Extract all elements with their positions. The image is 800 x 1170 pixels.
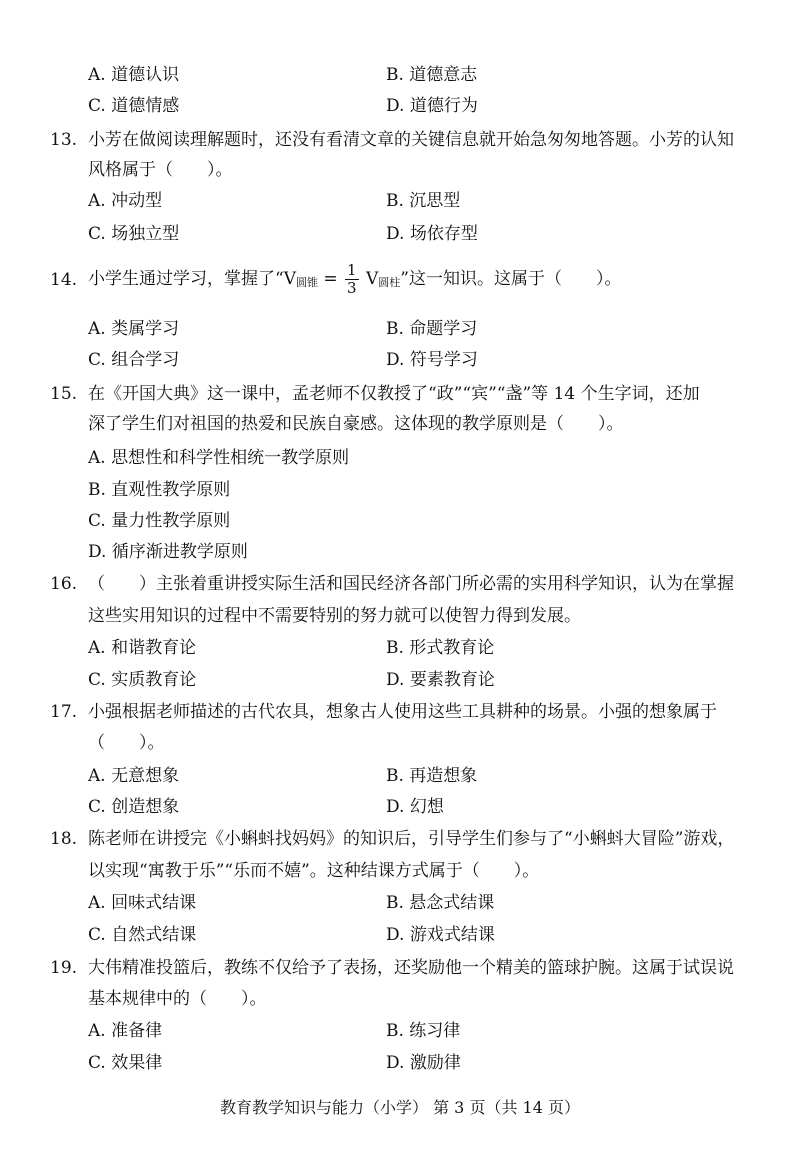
- q15-option-d: D. 循序渐进教学原则: [88, 542, 248, 562]
- q12-option-d: D. 道德行为: [386, 96, 478, 116]
- q18-option-d: D. 游戏式结课: [386, 925, 495, 945]
- q19-option-d: D. 激励律: [386, 1053, 461, 1073]
- q19-option-a: A. 准备律: [88, 1021, 163, 1041]
- q14-text: [88, 256, 621, 306]
- q15-number: 15.: [50, 384, 78, 404]
- q14-sub-cone: 圆锥: [295, 276, 318, 289]
- q18-option-a: A. 回味式结课: [88, 893, 197, 913]
- q18-text-line2: 以实现“寓教于乐”“乐而不嬉”。这种结课方式属于（ ）。: [88, 861, 540, 881]
- q17-number: 17.: [50, 702, 78, 722]
- q14-option-b: B. 命题学习: [386, 319, 478, 339]
- q14-option-c: C. 组合学习: [88, 350, 180, 370]
- q12-option-b: B. 道德意志: [386, 65, 478, 85]
- q12-option-c: C. 道德情感: [88, 96, 180, 116]
- q15-text-line2: 深了学生们对祖国的热爱和民族自豪感。这体现的教学原则是（ ）。: [88, 414, 624, 434]
- q16-number: 16.: [50, 574, 78, 594]
- q18-text-line1: 陈老师在讲授完《小蝌蚪找妈妈》的知识后，引导学生们参与了“小蝌蚪大冒险”游戏，: [88, 829, 735, 849]
- q14-suffix: ”这一知识。这属于（ ）。: [400, 269, 622, 289]
- q15-option-a: A. 思想性和科学性相统一教学原则: [88, 448, 350, 468]
- q18-option-c: C. 自然式结课: [88, 925, 197, 945]
- q14-sub-cylinder: 圆柱: [378, 276, 401, 289]
- q18-number: 18.: [50, 829, 78, 849]
- q13-text-line2: 风格属于（ ）。: [88, 160, 233, 180]
- q16-option-d: D. 要素教育论: [386, 670, 495, 690]
- q14-equals: =: [317, 269, 344, 289]
- page-footer: 教育教学知识与能力（小学） 第 3 页（共 14 页）: [220, 1098, 580, 1117]
- q15-option-b: B. 直观性教学原则: [88, 480, 231, 500]
- q16-text-line2: 这些实用知识的过程中不需要特别的努力就可以使智力得到发展。: [88, 606, 581, 626]
- q19-text-line1: 大伟精准投篮后，教练不仅给予了表扬，还奖励他一个精美的篮球护腕。这属于试误说: [88, 958, 734, 978]
- q13-option-b: B. 沉思型: [386, 191, 461, 211]
- q14-fraction: [345, 262, 359, 297]
- q13-number: 13.: [50, 130, 78, 150]
- q13-option-d: D. 场依存型: [386, 224, 478, 244]
- q14-prefix: 小学生通过学习，掌握了“V: [88, 269, 296, 289]
- q14-option-d: D. 符号学习: [386, 350, 478, 370]
- q14-frac-num: 1: [347, 261, 357, 279]
- q17-option-a: A. 无意想象: [88, 766, 180, 786]
- q13-option-a: A. 冲动型: [88, 191, 163, 211]
- q17-text-line1: 小强根据老师描述的古代农具，想象古人使用这些工具耕种的场景。小强的想象属于: [88, 702, 717, 722]
- q17-option-c: C. 创造想象: [88, 797, 180, 817]
- q14-frac-den: 3: [347, 279, 357, 297]
- q14-option-a: A. 类属学习: [88, 319, 180, 339]
- q15-text-line1: 在《开国大典》这一课中，孟老师不仅教授了“政”“宾”“盏”等 14 个生字词，还加: [88, 384, 700, 404]
- q19-option-c: C. 效果律: [88, 1053, 163, 1073]
- q16-text-line1: （ ）主张着重讲授实际生活和国民经济各部门所必需的实用科学知识，认为在掌握: [88, 574, 734, 594]
- q15-option-c: C. 量力性教学原则: [88, 511, 231, 531]
- q19-option-b: B. 练习律: [386, 1021, 461, 1041]
- q16-option-a: A. 和谐教育论: [88, 638, 197, 658]
- q17-option-d: D. 幻想: [386, 797, 444, 817]
- q12-option-a: A. 道德认识: [88, 65, 180, 85]
- q18-option-b: B. 悬念式结课: [386, 893, 495, 913]
- q16-option-b: B. 形式教育论: [386, 638, 495, 658]
- q17-option-b: B. 再造想象: [386, 766, 478, 786]
- q16-option-c: C. 实质教育论: [88, 670, 197, 690]
- q19-text-line2: 基本规律中的（ ）。: [88, 989, 267, 1009]
- q14-number: 14.: [50, 270, 78, 290]
- q13-text-line1: 小芳在做阅读理解题时，还没有看清文章的关键信息就开始急匆匆地答题。小芳的认知: [88, 130, 734, 150]
- q17-text-line2: （ ）。: [88, 733, 165, 753]
- q14-v2: V: [360, 269, 379, 289]
- q13-option-c: C. 场独立型: [88, 224, 180, 244]
- q19-number: 19.: [50, 958, 78, 978]
